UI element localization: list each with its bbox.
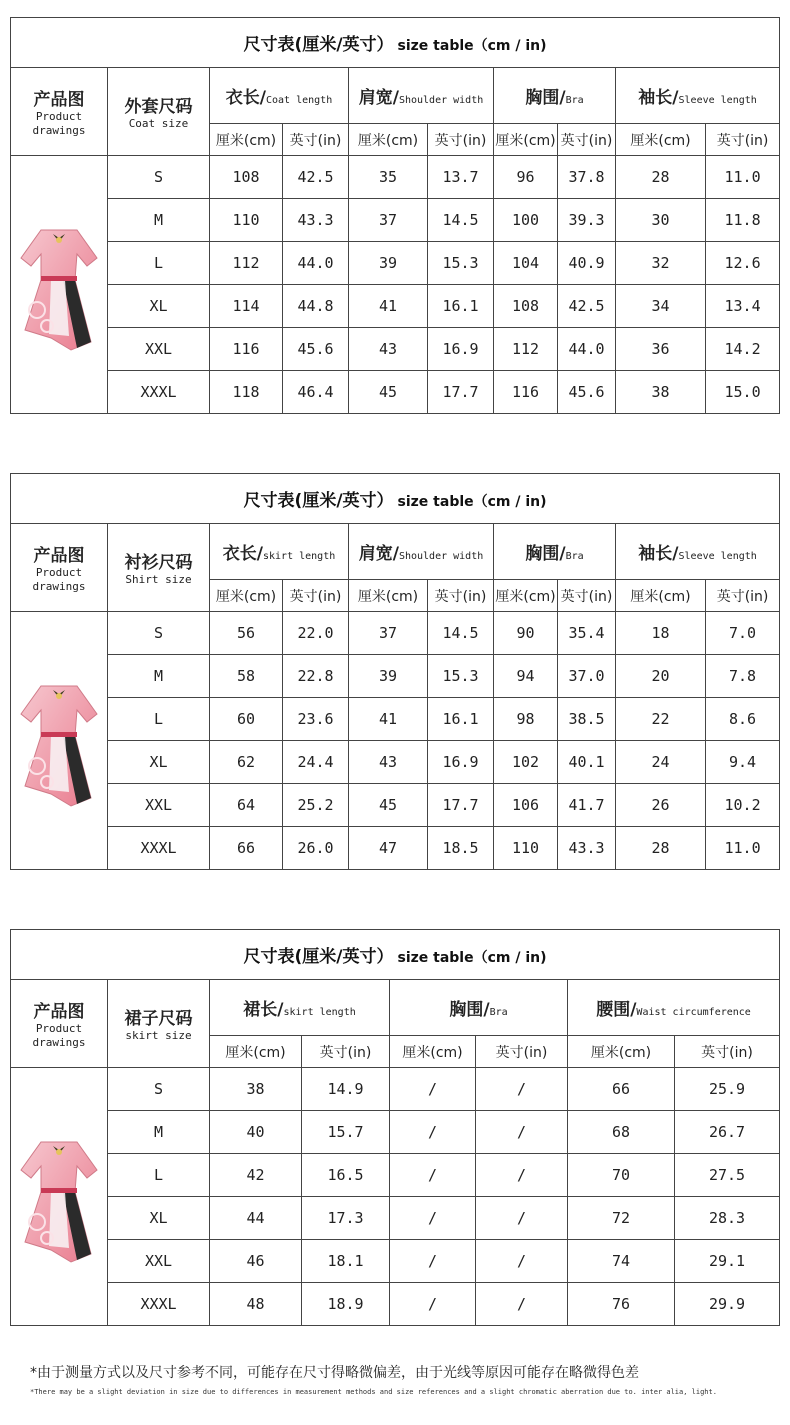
value-cell: 94 [494, 655, 558, 698]
value-cell: 43.3 [558, 827, 616, 870]
column-header: 裙长/skirt length [210, 980, 390, 1036]
table-row [11, 827, 780, 870]
value-cell: 40.1 [558, 741, 616, 784]
value-cell: 7.0 [706, 612, 780, 655]
size-cell: XL [108, 285, 210, 328]
table-title: 尺寸表(厘米/英寸） size table（cm / in) [11, 18, 780, 68]
size-cell: L [108, 242, 210, 285]
value-cell: 17.7 [428, 371, 494, 414]
value-cell: 10.2 [706, 784, 780, 827]
value-cell: 112 [210, 242, 283, 285]
value-cell: 38.5 [558, 698, 616, 741]
value-cell: 29.1 [675, 1240, 780, 1283]
value-cell: 42 [210, 1154, 302, 1197]
size-cell: XL [108, 741, 210, 784]
value-cell: 42.5 [283, 156, 349, 199]
value-cell: 40.9 [558, 242, 616, 285]
column-header: 胸围/Bra [390, 980, 568, 1036]
unit-in: 英寸(in) [558, 124, 616, 156]
unit-in: 英寸(in) [706, 124, 780, 156]
value-cell: / [390, 1283, 476, 1326]
value-cell: 26 [616, 784, 706, 827]
size-header: 外套尺码 Coat size [108, 68, 210, 156]
value-cell: 15.3 [428, 655, 494, 698]
value-cell: 15.7 [302, 1111, 390, 1154]
unit-cm: 厘米(cm) [568, 1036, 675, 1068]
value-cell: 22.0 [283, 612, 349, 655]
value-cell: 8.6 [706, 698, 780, 741]
value-cell: 44 [210, 1197, 302, 1240]
size-cell: XXXL [108, 1283, 210, 1326]
value-cell: 27.5 [675, 1154, 780, 1197]
product-drawings-header: 产品图 Product drawings [11, 68, 108, 156]
value-cell: 28 [616, 156, 706, 199]
value-cell: 114 [210, 285, 283, 328]
column-header: 衣长/Coat length [210, 68, 349, 124]
value-cell: 39 [349, 655, 428, 698]
unit-in: 英寸(in) [302, 1036, 390, 1068]
size-cell: S [108, 612, 210, 655]
value-cell: 13.4 [706, 285, 780, 328]
value-cell: 66 [210, 827, 283, 870]
value-cell: 41 [349, 698, 428, 741]
value-cell: 23.6 [283, 698, 349, 741]
value-cell: 16.1 [428, 285, 494, 328]
size-cell: XXXL [108, 371, 210, 414]
value-cell: 45 [349, 784, 428, 827]
value-cell: 68 [568, 1111, 675, 1154]
size-cell: XXL [108, 784, 210, 827]
table-row [11, 698, 780, 741]
value-cell: 40 [210, 1111, 302, 1154]
value-cell: 22 [616, 698, 706, 741]
value-cell: / [476, 1154, 568, 1197]
value-cell: 48 [210, 1283, 302, 1326]
value-cell: 36 [616, 328, 706, 371]
table-row [11, 156, 780, 199]
value-cell: 14.5 [428, 199, 494, 242]
unit-cm: 厘米(cm) [616, 580, 706, 612]
column-header: 胸围/Bra [494, 68, 616, 124]
value-cell: 41.7 [558, 784, 616, 827]
value-cell: 37.0 [558, 655, 616, 698]
size-cell: M [108, 655, 210, 698]
size-cell: XXL [108, 328, 210, 371]
value-cell: 45.6 [558, 371, 616, 414]
column-header: 袖长/Sleeve length [616, 68, 780, 124]
table-row [11, 1068, 780, 1111]
size-cell: XL [108, 1197, 210, 1240]
value-cell: 116 [210, 328, 283, 371]
table-title: 尺寸表(厘米/英寸） size table（cm / in) [11, 474, 780, 524]
value-cell: 17.7 [428, 784, 494, 827]
table-title: 尺寸表(厘米/英寸） size table（cm / in) [11, 930, 780, 980]
skirt-size-table [10, 929, 779, 1326]
value-cell: 72 [568, 1197, 675, 1240]
product-drawings-header: 产品图 Product drawings [11, 524, 108, 612]
value-cell: / [390, 1068, 476, 1111]
table-row [11, 741, 780, 784]
value-cell: 110 [494, 827, 558, 870]
value-cell: 30 [616, 199, 706, 242]
value-cell: 11.0 [706, 827, 780, 870]
size-cell: S [108, 1068, 210, 1111]
table-row [11, 1111, 780, 1154]
value-cell: 66 [568, 1068, 675, 1111]
value-cell: 11.8 [706, 199, 780, 242]
table-row [11, 1197, 780, 1240]
value-cell: / [476, 1068, 568, 1111]
value-cell: 24.4 [283, 741, 349, 784]
value-cell: 25.2 [283, 784, 349, 827]
value-cell: / [390, 1111, 476, 1154]
value-cell: 28 [616, 827, 706, 870]
table-row [11, 371, 780, 414]
column-header: 袖长/Sleeve length [616, 524, 780, 580]
value-cell: 38 [616, 371, 706, 414]
value-cell: 110 [210, 199, 283, 242]
value-cell: 29.9 [675, 1283, 780, 1326]
value-cell: 37.8 [558, 156, 616, 199]
value-cell: 18.9 [302, 1283, 390, 1326]
value-cell: 90 [494, 612, 558, 655]
footnote-english: *There may be a slight deviation in size due to differences in measurement methods and size references and a slight chromatic aberration due to. inter alia, light. [30, 1388, 717, 1396]
value-cell: 46.4 [283, 371, 349, 414]
value-cell: 37 [349, 612, 428, 655]
dress-illustration [11, 1122, 107, 1272]
unit-in: 英寸(in) [428, 580, 494, 612]
value-cell: 14.5 [428, 612, 494, 655]
unit-cm: 厘米(cm) [210, 1036, 302, 1068]
value-cell: 14.9 [302, 1068, 390, 1111]
table-row [11, 1154, 780, 1197]
value-cell: 16.5 [302, 1154, 390, 1197]
product-image [11, 1068, 108, 1326]
value-cell: 106 [494, 784, 558, 827]
value-cell: 45 [349, 371, 428, 414]
value-cell: 44.0 [283, 242, 349, 285]
size-cell: XXXL [108, 827, 210, 870]
value-cell: / [390, 1240, 476, 1283]
column-header: 腰围/Waist circumference [568, 980, 780, 1036]
value-cell: 108 [210, 156, 283, 199]
value-cell: 17.3 [302, 1197, 390, 1240]
table-row [11, 1283, 780, 1326]
value-cell: 34 [616, 285, 706, 328]
value-cell: / [476, 1197, 568, 1240]
product-image [11, 156, 108, 414]
value-cell: 98 [494, 698, 558, 741]
value-cell: 118 [210, 371, 283, 414]
unit-in: 英寸(in) [428, 124, 494, 156]
value-cell: 43 [349, 741, 428, 784]
footnote-chinese: *由于测量方式以及尺寸参考不同，可能存在尺寸得略微偏差，由于光线等原因可能存在略微得色差 [30, 1365, 639, 1381]
unit-cm: 厘米(cm) [210, 580, 283, 612]
value-cell: 7.8 [706, 655, 780, 698]
size-cell: M [108, 199, 210, 242]
size-cell: XXL [108, 1240, 210, 1283]
unit-cm: 厘米(cm) [210, 124, 283, 156]
value-cell: 37 [349, 199, 428, 242]
shirt-size-table [10, 473, 779, 870]
value-cell: / [390, 1197, 476, 1240]
value-cell: 11.0 [706, 156, 780, 199]
value-cell: 22.8 [283, 655, 349, 698]
table-row [11, 655, 780, 698]
value-cell: 112 [494, 328, 558, 371]
value-cell: 100 [494, 199, 558, 242]
coat-size-table [10, 17, 779, 414]
value-cell: 44.8 [283, 285, 349, 328]
unit-in: 英寸(in) [283, 580, 349, 612]
value-cell: 46 [210, 1240, 302, 1283]
dress-illustration [11, 210, 107, 360]
value-cell: 15.3 [428, 242, 494, 285]
value-cell: / [476, 1283, 568, 1326]
value-cell: 39 [349, 242, 428, 285]
unit-in: 英寸(in) [283, 124, 349, 156]
unit-cm: 厘米(cm) [349, 124, 428, 156]
unit-in: 英寸(in) [476, 1036, 568, 1068]
value-cell: 28.3 [675, 1197, 780, 1240]
value-cell: 35.4 [558, 612, 616, 655]
value-cell: 9.4 [706, 741, 780, 784]
column-header: 衣长/skirt length [210, 524, 349, 580]
column-header: 胸围/Bra [494, 524, 616, 580]
size-cell: L [108, 1154, 210, 1197]
value-cell: 24 [616, 741, 706, 784]
value-cell: 60 [210, 698, 283, 741]
unit-cm: 厘米(cm) [616, 124, 706, 156]
value-cell: 18 [616, 612, 706, 655]
value-cell: 43.3 [283, 199, 349, 242]
value-cell: 74 [568, 1240, 675, 1283]
size-cell: M [108, 1111, 210, 1154]
table-row [11, 1240, 780, 1283]
table-row [11, 784, 780, 827]
value-cell: 41 [349, 285, 428, 328]
value-cell: 76 [568, 1283, 675, 1326]
value-cell: 70 [568, 1154, 675, 1197]
value-cell: / [476, 1240, 568, 1283]
value-cell: 16.9 [428, 741, 494, 784]
unit-in: 英寸(in) [675, 1036, 780, 1068]
size-cell: L [108, 698, 210, 741]
value-cell: 44.0 [558, 328, 616, 371]
value-cell: 16.1 [428, 698, 494, 741]
unit-in: 英寸(in) [706, 580, 780, 612]
dress-illustration [11, 666, 107, 816]
value-cell: 26.0 [283, 827, 349, 870]
value-cell: 116 [494, 371, 558, 414]
unit-cm: 厘米(cm) [494, 580, 558, 612]
size-cell: S [108, 156, 210, 199]
value-cell: 14.2 [706, 328, 780, 371]
unit-cm: 厘米(cm) [349, 580, 428, 612]
value-cell: 12.6 [706, 242, 780, 285]
value-cell: 32 [616, 242, 706, 285]
product-image [11, 612, 108, 870]
value-cell: 43 [349, 328, 428, 371]
value-cell: 102 [494, 741, 558, 784]
value-cell: 47 [349, 827, 428, 870]
value-cell: 35 [349, 156, 428, 199]
unit-cm: 厘米(cm) [390, 1036, 476, 1068]
table-row [11, 242, 780, 285]
unit-cm: 厘米(cm) [494, 124, 558, 156]
value-cell: 62 [210, 741, 283, 784]
column-header: 肩宽/Shoulder width [349, 524, 494, 580]
value-cell: 45.6 [283, 328, 349, 371]
value-cell: 64 [210, 784, 283, 827]
value-cell: 42.5 [558, 285, 616, 328]
value-cell: 96 [494, 156, 558, 199]
table-row [11, 199, 780, 242]
value-cell: 15.0 [706, 371, 780, 414]
size-header: 裙子尺码 skirt size [108, 980, 210, 1068]
product-drawings-header: 产品图 Product drawings [11, 980, 108, 1068]
value-cell: 58 [210, 655, 283, 698]
value-cell: 13.7 [428, 156, 494, 199]
value-cell: 26.7 [675, 1111, 780, 1154]
value-cell: 38 [210, 1068, 302, 1111]
value-cell: 20 [616, 655, 706, 698]
value-cell: 108 [494, 285, 558, 328]
table-row [11, 285, 780, 328]
table-row [11, 328, 780, 371]
value-cell: 18.5 [428, 827, 494, 870]
column-header: 肩宽/Shoulder width [349, 68, 494, 124]
value-cell: / [390, 1154, 476, 1197]
value-cell: 25.9 [675, 1068, 780, 1111]
value-cell: 18.1 [302, 1240, 390, 1283]
table-row [11, 612, 780, 655]
value-cell: 104 [494, 242, 558, 285]
value-cell: 39.3 [558, 199, 616, 242]
size-header: 衬衫尺码 Shirt size [108, 524, 210, 612]
unit-in: 英寸(in) [558, 580, 616, 612]
value-cell: / [476, 1111, 568, 1154]
value-cell: 16.9 [428, 328, 494, 371]
value-cell: 56 [210, 612, 283, 655]
